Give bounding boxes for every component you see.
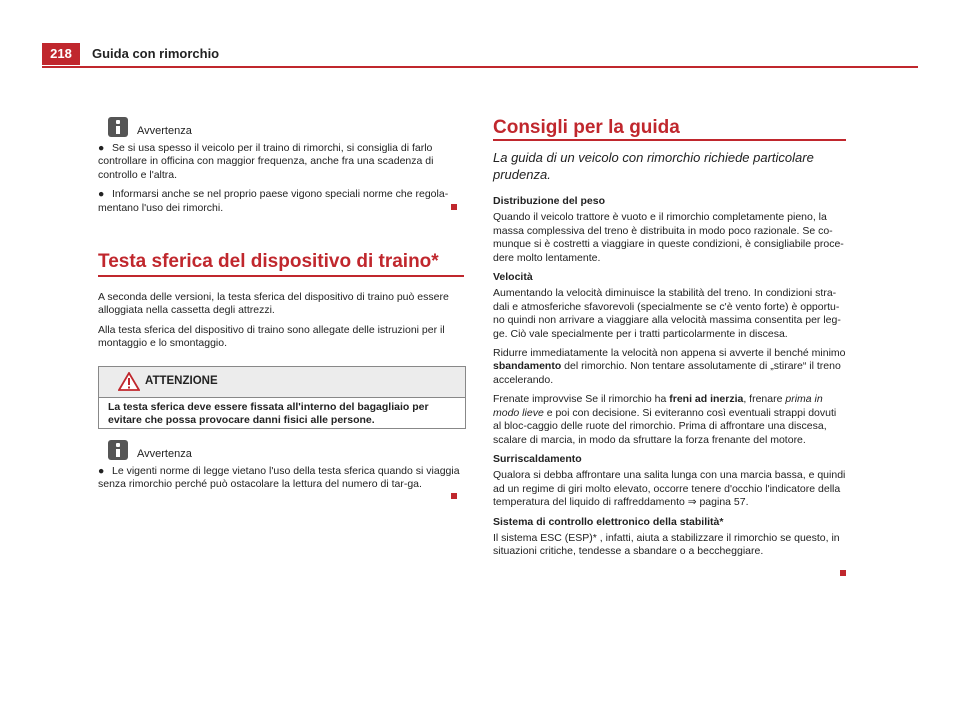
paragraph: Frenate improvvise Se il rimorchio ha freni ad inerzia, frenare prima in modo lieve e poi con decisione. Si eviteranno così eventuali strappi dovuti al bloc-caggio delle ruote del rimorchio. Prima di affrontare una discesa, scalare di marcia, in modo da sfruttare la forza frenante del motore. <box>493 393 837 446</box>
note-body-1 <box>98 142 465 215</box>
list-item: ● Se si usa spesso il veicolo per il traino di rimorchi, si consiglia di farlo controllare in officina con maggior frequenza, anche fra una scadenza di controllo e l'altra. <box>98 142 434 181</box>
paragraph: Ridurre immediatamente la velocità non appena si avverte il benché minimo sbandamento del rimorchio. Non tentare assolutamente di „stirare“ il treno accelerando. <box>493 347 846 386</box>
lead-text: La guida di un veicolo con rimorchio richiede particolare prudenza. <box>493 150 814 182</box>
header-rule <box>42 66 918 68</box>
warning-triangle-icon <box>118 372 140 391</box>
subheading: Velocità <box>493 271 533 284</box>
subheading: Surriscaldamento <box>493 452 582 465</box>
list-item: ● Le vigenti norme di legge vietano l'uso della testa sferica quando si viaggia senza rimorchio perché può ostacolare la lettura del numero di tar-ga. <box>98 465 460 491</box>
info-icon <box>108 440 128 460</box>
paragraph: Quando il veicolo trattore è vuoto e il rimorchio completamente pieno, la massa complessiva del treno è distribuita in modo poco razionale. Se co-munque si è costretti a viaggiare in queste condizioni, è consigliabile proce-dere molto lentamente. <box>493 211 844 264</box>
section-title: Testa sferica del dispositivo di traino* <box>98 251 439 272</box>
note-heading-1 <box>108 117 192 137</box>
section-title: Consigli per la guida <box>493 117 680 138</box>
paragraph: A seconda delle versioni, la testa sferica del dispositivo di traino può essere alloggiata nella cassetta degli attrezzi. <box>98 291 449 317</box>
section-end-marker <box>451 204 457 210</box>
page-number: 218 <box>42 43 80 65</box>
section-body <box>98 291 465 351</box>
chapter-title: Guida con rimorchio <box>92 46 220 61</box>
section-rule <box>493 139 846 141</box>
section-rule <box>98 275 464 277</box>
paragraph: Il sistema ESC (ESP)* , infatti, aiuta a stabilizzare il rimorchio se questo, in situazioni critiche, tendesse a sbandare o a beccheggiare. <box>493 531 840 558</box>
attention-title: ATTENZIONE <box>145 375 218 387</box>
subheading: Distribuzione del peso <box>493 195 606 207</box>
section-end-marker <box>840 570 846 576</box>
section-body <box>493 195 846 559</box>
section-end-marker <box>451 493 457 499</box>
paragraph: Qualora si debba affrontare una salita lunga con una marcia bassa, e quindi ad un regime di giri molto elevato, occorre tenere d'occhio l'indicatore della temperatura del liquido di raffreddamento ⇒ pagina 57. <box>493 469 846 509</box>
note-title: Avvertenza <box>137 448 192 460</box>
attention-header <box>99 367 465 398</box>
attention-text: La testa sferica deve essere fissata all'interno del bagagliaio per evitare che possa provocare danni fisici alle persone. <box>108 401 429 427</box>
paragraph: Alla testa sferica del dispositivo di traino sono allegate delle istruzioni per il montaggio e lo smontaggio. <box>98 323 445 350</box>
note-heading-2 <box>108 440 192 460</box>
info-icon <box>108 117 128 137</box>
attention-box <box>98 366 466 429</box>
note-title: Avvertenza <box>137 125 192 137</box>
note-body-2 <box>98 465 465 492</box>
paragraph: Aumentando la velocità diminuisce la stabilità del treno. In condizioni stra-dali e atmosferiche sfavorevoli (specialmente se c'è vento forte) è opportu-no quindi non arrivare a viaggiare alla velocità massima consentita per leg-ge. Ciò vale specialmente per i tratti particolarmente in discesa. <box>493 287 841 340</box>
subheading: Sistema di controllo elettronico della stabilità* <box>493 515 724 528</box>
list-item: ● Informarsi anche se nel proprio paese vigono speciali norme che regola-mentano l'uso dei rimorchi. <box>98 188 449 214</box>
